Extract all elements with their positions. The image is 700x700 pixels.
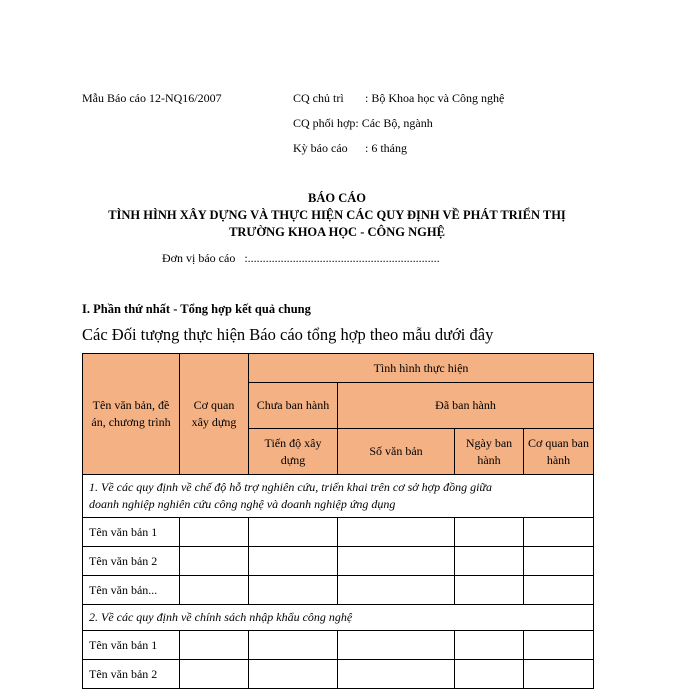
cell-issuer[interactable] (524, 547, 594, 576)
table-row (83, 547, 594, 576)
section-row-2 (83, 605, 594, 631)
sub-progress-header: Tiến độ xây dựng (249, 429, 338, 475)
header-reporting-period-sep: : (365, 141, 369, 155)
cell-issuer[interactable] (524, 631, 594, 660)
row-doc-name: Tên văn bản 2 (83, 660, 180, 689)
header-lead-agency-sep: : (365, 91, 369, 105)
report-title-line-1: BÁO CÁO (308, 191, 366, 205)
cell-agency[interactable] (180, 547, 249, 576)
header-coordinating-agency-sep: : (355, 116, 359, 130)
group-issued-header: Đã ban hành (338, 383, 594, 429)
cell-number[interactable] (338, 576, 455, 605)
sub-date-header: Ngày ban hành (455, 429, 524, 475)
cell-progress[interactable] (249, 660, 338, 689)
cell-date[interactable] (455, 660, 524, 689)
header-lead-agency (293, 91, 504, 106)
table-row (83, 631, 594, 660)
header-lead-agency-value: Bộ Khoa học và Công nghệ (371, 91, 505, 105)
cell-agency[interactable] (180, 576, 249, 605)
col-doc-name-header: Tên văn bản, đề án, chương trình (83, 354, 180, 475)
header-reporting-period (293, 141, 407, 156)
table-row (83, 518, 594, 547)
report-table (82, 353, 594, 689)
section-title-2 (83, 605, 594, 631)
col-agency-header: Cơ quan xây dựng (180, 354, 249, 475)
cell-date[interactable] (455, 576, 524, 605)
report-title-line-3: TRƯỜNG KHOA HỌC - CÔNG NGHỆ (229, 225, 445, 239)
section-title-1-line-2: doanh nghiệp nghiên cứu công nghệ và doanh nghiệp ứng dụng (89, 497, 396, 511)
report-title (82, 190, 592, 241)
table-row (83, 660, 594, 689)
reporting-unit-field: :................................................................ (244, 251, 440, 265)
cell-agency[interactable] (180, 631, 249, 660)
header-lead-agency-key: CQ chủ trì (293, 91, 344, 105)
reporting-unit-label: Đơn vị báo cáo (162, 251, 236, 265)
header-coordinating-agency-key: CQ phối hợp (293, 116, 356, 130)
reporting-unit (162, 251, 440, 266)
cell-progress[interactable] (249, 518, 338, 547)
cell-number[interactable] (338, 547, 455, 576)
cell-progress[interactable] (249, 631, 338, 660)
cell-number[interactable] (338, 518, 455, 547)
cell-issuer[interactable] (524, 518, 594, 547)
cell-agency[interactable] (180, 660, 249, 689)
group-status-header: Tình hình thực hiện (249, 354, 594, 383)
cell-date[interactable] (455, 518, 524, 547)
section-title-1-line-1: 1. Về các quy định về chế độ hỗ trợ nghiên cứu, triển khai trên cơ sở hợp đồng giữa (89, 480, 492, 494)
table-row (83, 576, 594, 605)
intro-text: Các Đối tượng thực hiện Báo cáo tổng hợp theo mẫu dưới đây (82, 325, 494, 344)
cell-issuer[interactable] (524, 576, 594, 605)
cell-progress[interactable] (249, 576, 338, 605)
cell-progress[interactable] (249, 547, 338, 576)
header-reporting-period-value: 6 tháng (371, 141, 408, 155)
group-not-issued-header: Chưa ban hành (249, 383, 338, 429)
header-coordinating-agency (293, 116, 433, 131)
row-doc-name: Tên văn bản 1 (83, 518, 180, 547)
cell-date[interactable] (455, 631, 524, 660)
cell-number[interactable] (338, 631, 455, 660)
section-title-2-line-1: 2. Về các quy định về chính sách nhập khẩu công nghệ (89, 610, 353, 624)
cell-number[interactable] (338, 660, 455, 689)
report-title-line-2: TÌNH HÌNH XÂY DỰNG VÀ THỰC HIỆN CÁC QUY ĐỊNH VỀ PHÁT TRIỂN THỊ (108, 208, 566, 222)
sub-issuer-header: Cơ quan ban hành (524, 429, 594, 475)
row-doc-name: Tên văn bản... (83, 576, 180, 605)
row-doc-name: Tên văn bản 1 (83, 631, 180, 660)
header-coordinating-agency-value: Các Bộ, ngành (361, 116, 433, 130)
cell-date[interactable] (455, 547, 524, 576)
section-row-1 (83, 475, 594, 518)
section-title-1 (83, 475, 594, 518)
cell-agency[interactable] (180, 518, 249, 547)
form-code: Mẫu Báo cáo 12-NQ16/2007 (82, 91, 222, 105)
cell-issuer[interactable] (524, 660, 594, 689)
header-reporting-period-key: Kỳ báo cáo (293, 141, 348, 155)
section-heading: I. Phần thứ nhất - Tổng hợp kết quả chung (82, 302, 311, 316)
sub-number-header: Số văn bản (338, 429, 455, 475)
row-doc-name: Tên văn bản 2 (83, 547, 180, 576)
